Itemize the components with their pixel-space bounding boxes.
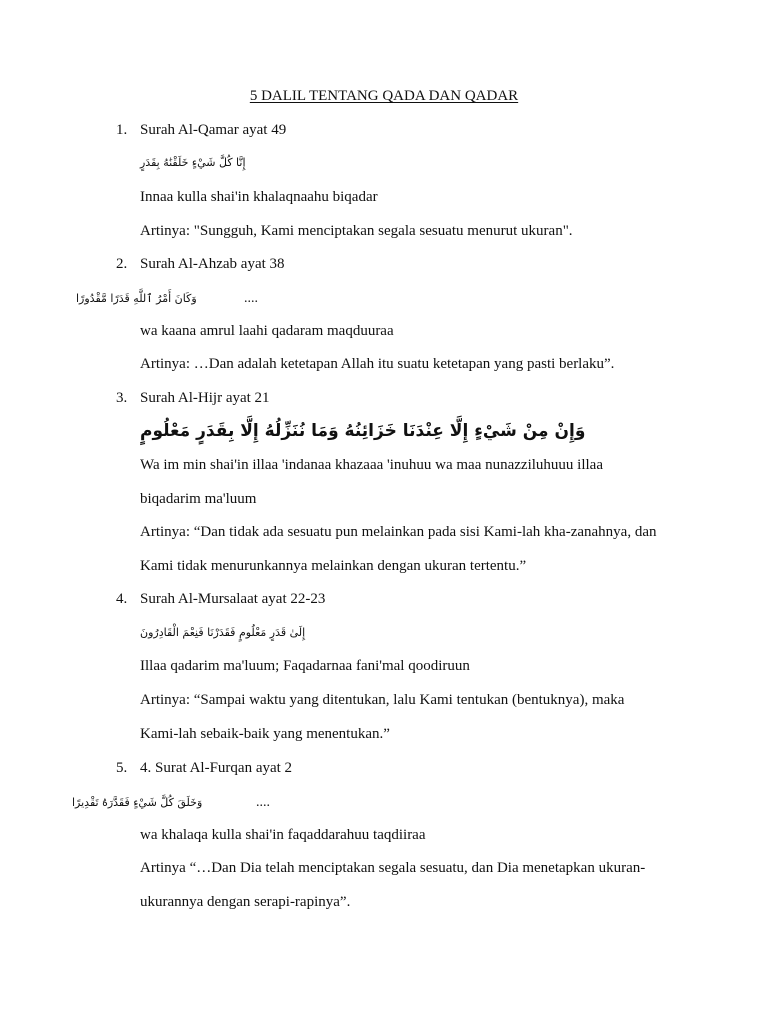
item-heading: Surah Al-Mursalaat ayat 22-23 (140, 591, 326, 607)
transliteration: Innaa kulla shai'in khalaqnaahu biqadar (140, 189, 378, 205)
list-number: 1. (116, 122, 128, 138)
arabic-verse: وَكَانَ أَمْرُ ٱللَّهِ قَدَرًا مَّقْدُورًا (76, 292, 197, 305)
transliteration: Illaa qadarim ma'luum; Faqadarnaa fani'mal qoodiruun (140, 658, 470, 674)
item-heading: Surah Al-Qamar ayat 49 (140, 122, 287, 138)
transliteration: biqadarim ma'luum (140, 491, 257, 507)
arabic-verse: وَخَلَقَ كُلَّ شَيْءٍ فَقَدَّرَهُ تَقْدِيرًا (72, 796, 203, 809)
arabic-verse: إِنَّا كُلَّ شَيْءٍ خَلَقْنَٰهُ بِقَدَرٍ (140, 156, 246, 169)
list-number: 3. (116, 390, 128, 406)
meaning: Artinya: "Sungguh, Kami menciptakan segala sesuatu menurut ukuran". (140, 223, 573, 239)
meaning: Artinya: “Dan tidak ada sesuatu pun melainkan pada sisi Kami-lah kha-zanahnya, dan (140, 524, 657, 540)
transliteration: wa kaana amrul laahi qadaram maqduuraa (140, 323, 394, 339)
item-heading: 4. Surat Al-Furqan ayat 2 (140, 760, 293, 776)
meaning: Artinya: “Sampai waktu yang ditentukan, lalu Kami tentukan (bentuknya), maka (140, 692, 625, 708)
meaning: ukurannya dengan serapi-rapinya”. (140, 894, 351, 910)
item-heading: Surah Al-Ahzab ayat 38 (140, 256, 285, 272)
arabic-verse: وَإِنْ مِنْ شَيْءٍ إِلَّا عِنْدَنَا خَزَائِنُهُ وَمَا نُنَزِّلُهُ إِلَّا بِقَدَرٍ مَعْلُومٍ (140, 421, 586, 441)
meaning: Artinya “…Dan Dia telah menciptakan segala sesuatu, dan Dia menetapkan ukuran- (140, 860, 646, 876)
meaning: Artinya: …Dan adalah ketetapan Allah itu suatu ketetapan yang pasti berlaku”. (140, 356, 615, 372)
item-heading: Surah Al-Hijr ayat 21 (140, 390, 270, 406)
transliteration: wa khalaqa kulla shai'in faqaddarahuu taqdiiraa (140, 827, 426, 843)
transliteration: Wa im min shai'in illaa 'indanaa khazaaa 'inuhuu wa maa nunazziluhuuu illaa (140, 457, 603, 473)
arabic-verse: إِلَىٰ قَدَرٍ مَعْلُومٍ فَقَدَرْنَا فَنِعْمَ الْقَادِرُونَ (140, 626, 306, 639)
ellipsis: .... (256, 795, 270, 810)
meaning: Kami tidak menurunkannya melainkan dengan ukuran tertentu.” (140, 558, 527, 574)
ellipsis: .... (244, 291, 258, 306)
meaning: Kami-lah sebaik-baik yang menentukan.” (140, 726, 390, 742)
list-number: 4. (116, 591, 128, 607)
list-number: 5. (116, 760, 128, 776)
document-title: 5 DALIL TENTANG QADA DAN QADAR (249, 88, 519, 104)
list-number: 2. (116, 256, 128, 272)
